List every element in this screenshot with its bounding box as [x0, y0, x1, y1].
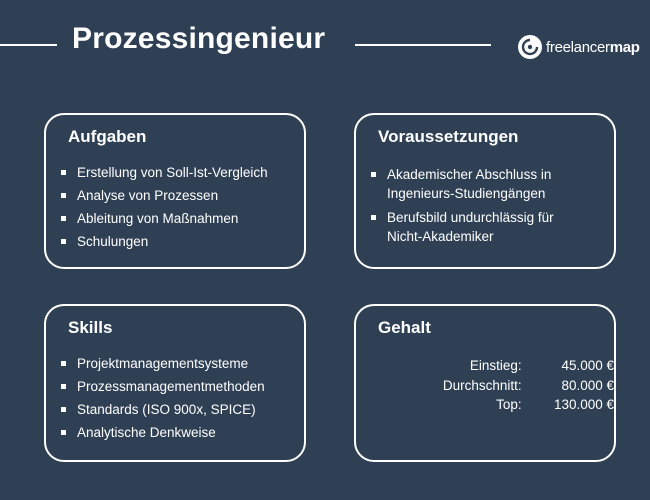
freelancermap-logo-icon — [518, 35, 542, 59]
salary-value: 130.000 € — [553, 397, 614, 412]
salary-label: Einstieg: — [469, 358, 522, 373]
freelancermap-logo — [518, 34, 640, 60]
title-rule-left — [0, 44, 57, 46]
card-voraussetzungen-heading: Voraussetzungen — [378, 127, 519, 146]
logo-text-bold: map — [609, 38, 640, 56]
card-voraussetzungen — [354, 113, 616, 269]
card-skills — [44, 304, 306, 462]
salary-table — [378, 356, 614, 415]
list-item: Standards (ISO 900x, SPICE) — [60, 398, 294, 421]
logo-wordmark — [546, 39, 640, 56]
card-aufgaben-list — [60, 161, 294, 253]
list-item: Erstellung von Soll-Ist-Vergleich — [60, 161, 294, 184]
card-voraussetzungen-list — [370, 165, 592, 251]
title-rule-right — [355, 44, 491, 46]
list-item: Analyse von Prozessen — [60, 184, 294, 207]
salary-value: 45.000 € — [561, 358, 614, 373]
list-item: Ableitung von Maßnahmen — [60, 207, 294, 230]
card-skills-heading: Skills — [68, 318, 113, 337]
card-aufgaben — [44, 113, 306, 269]
salary-value: 80.000 € — [561, 377, 614, 393]
list-item: Berufsbild undurchlässig für Nicht-Akademiker — [370, 208, 592, 246]
card-gehalt-heading: Gehalt — [378, 318, 431, 337]
salary-label: Top: — [496, 397, 522, 412]
salary-row — [378, 376, 614, 396]
list-item: Akademischer Abschluss in Ingenieurs-Studiengängen — [370, 165, 592, 203]
salary-row — [378, 356, 614, 376]
card-aufgaben-heading: Aufgaben — [68, 127, 147, 146]
list-item: Prozessmanagementmethoden — [60, 375, 294, 398]
card-gehalt — [354, 304, 616, 462]
card-skills-list — [60, 352, 294, 444]
page-title: Prozessingenieur — [72, 22, 326, 55]
logo-text-light: freelancer — [546, 38, 610, 56]
list-item: Analytische Denkweise — [60, 421, 294, 444]
list-item: Projektmanagementsysteme — [60, 352, 294, 375]
salary-label: Durchschnitt: — [442, 377, 522, 393]
salary-row — [378, 395, 614, 415]
list-item: Schulungen — [60, 230, 294, 253]
